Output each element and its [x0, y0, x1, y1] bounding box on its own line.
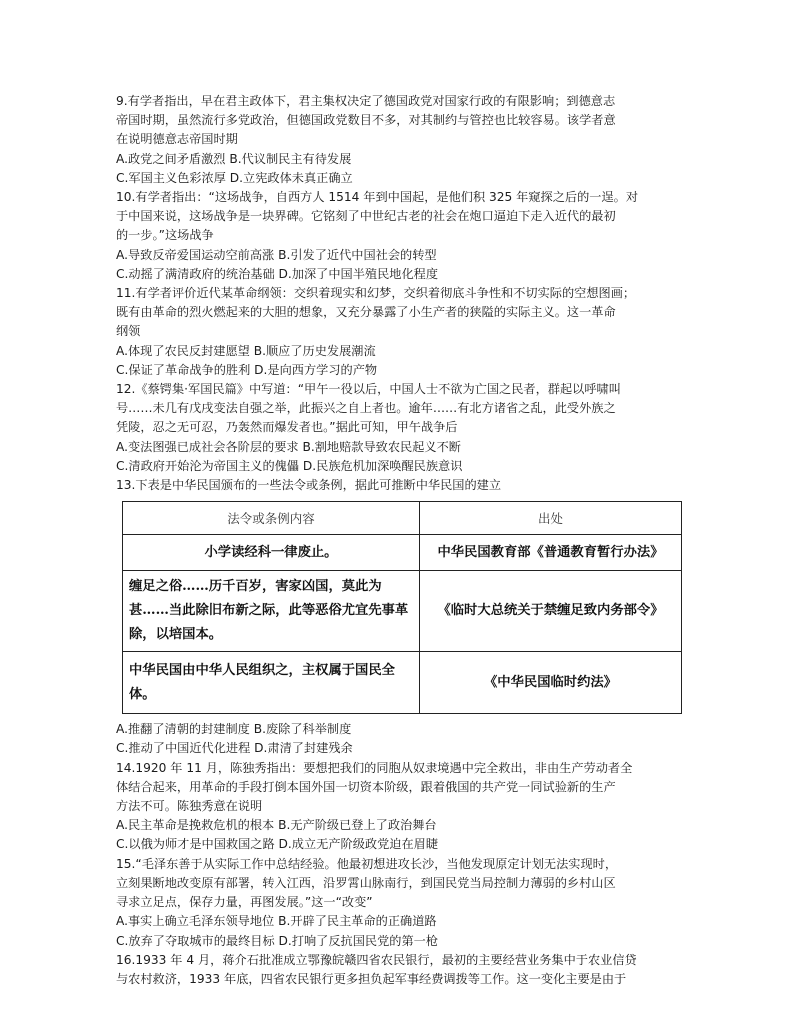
question-text: 16.1933 年 4 月，蒋介石批准成立鄂豫皖赣四省农民银行，最初的主要经营业务集中于农业信贷: [116, 952, 637, 967]
question-text: 帝国时期，虽然流行多党政治，但德国政党数目不多，对其制约与管控也比较容易。该学者意: [116, 113, 616, 128]
question-11: [116, 284, 686, 380]
table-header-content: 法令或条例内容: [123, 502, 420, 535]
option-line: A.推翻了清朝的封建制度 B.废除了科举制度: [116, 722, 352, 737]
question-text: 与农村救济，1933 年底，四省农民银行更多担负起军事经费调拨等工作。这一变化主要是由于: [116, 971, 627, 986]
table-header-source: 出处: [420, 502, 682, 535]
question-text: 寻求立足点，保存力量，再图发展。”这一“改变”: [116, 895, 373, 910]
question-text: 凭陵，忍之无可忍，乃轰然而爆发者也。”据此可知，甲午战争后: [116, 420, 458, 435]
question-13: [116, 476, 686, 759]
exam-page: [116, 92, 686, 989]
question-text: 于中国来说，这场战争是一块界碑。它铭刻了中世纪古老的社会在炮口逼迫下走入近代的最初: [116, 209, 616, 224]
question-14: [116, 759, 686, 855]
table-cell-source: 中华民国教育部《普通教育暂行办法》: [420, 535, 682, 571]
table-cell-content: 中华民国由中华人民组织之，主权属于国民全体。: [123, 652, 420, 714]
option-line: A.变法图强已成社会各阶层的要求 B.割地赔款导致农民起义不断: [116, 439, 461, 454]
decree-table: [122, 501, 682, 714]
question-text: 体结合起来，用革命的手段打倒本国外国一切资本阶级，跟着俄国的共产党一同试验新的生产: [116, 779, 616, 794]
question-9: [116, 92, 686, 188]
option-line: C.放弃了夺取城市的最终目标 D.打响了反抗国民党的第一枪: [116, 933, 439, 948]
question-text: 14.1920 年 11 月，陈独秀指出：要想把我们的同胞从奴隶境遇中完全救出，非由生产劳动者全: [116, 760, 633, 775]
question-16: [116, 951, 686, 989]
option-line: C.军国主义色彩浓厚 D.立宪政体未真正确立: [116, 170, 353, 185]
table-cell-source: 《中华民国临时约法》: [420, 652, 682, 714]
option-line: A.政党之间矛盾激烈 B.代议制民主有待发展: [116, 151, 352, 166]
question-text: 11.有学者评价近代某革命纲领：交织着现实和幻梦，交织着彻底斗争性和不切实际的空想图画；: [116, 286, 636, 301]
table-row: [123, 571, 682, 652]
option-line: C.清政府开始沦为帝国主义的傀儡 D.民族危机加深唤醒民族意识: [116, 458, 463, 473]
question-text: 方法不可。陈独秀意在说明: [116, 799, 263, 814]
option-line: C.动摇了满清政府的统治基础 D.加深了中国半殖民地化程度: [116, 266, 439, 281]
table-cell-content: 小学读经科一律废止。: [123, 535, 420, 571]
question-text: 12.《蔡锷集·军国民篇》中写道：“甲午一役以后，中国人士不欲为亡国之民者，群起以呼啸叫: [116, 382, 621, 397]
question-text: 10.有学者指出：“这场战争，自西方人 1514 年到中国起，是他们积 325 年窥探之后的一逞。对: [116, 190, 639, 205]
table-header-row: [123, 502, 682, 535]
question-text: 在说明德意志帝国时期: [116, 132, 238, 147]
question-text: 号……未几有戊戌变法自强之举，此振兴之自上者也。逾年……有北方诸省之乱，此受外族之: [116, 401, 616, 416]
option-line: A.事实上确立毛泽东领导地位 B.开辟了民主革命的正确道路: [116, 914, 437, 929]
option-line: A.民主革命是挽救危机的根本 B.无产阶级已登上了政治舞台: [116, 818, 437, 833]
question-text: 13.下表是中华民国颁布的一些法令或条例，据此可推断中华民国的建立: [116, 478, 502, 493]
question-text: 的一步。”这场战争: [116, 228, 214, 243]
question-text: 9.有学者指出，早在君主政体下，君主集权决定了德国政党对国家行政的有限影响；到德意志: [116, 94, 616, 108]
question-text: 立刻果断地改变原有部署，转入江西，沿罗霄山脉南行，到国民党当局控制力薄弱的乡村山区: [116, 875, 616, 890]
table-row: [123, 535, 682, 571]
question-text: 纲领: [116, 324, 141, 339]
option-line: C.以俄为师才是中国救国之路 D.成立无产阶级政党迫在眉睫: [116, 837, 439, 852]
question-15: [116, 855, 686, 951]
question-10: [116, 188, 686, 284]
question-12: [116, 380, 686, 476]
table-row: [123, 652, 682, 714]
option-line: C.保证了革命战争的胜利 D.是向西方学习的产物: [116, 362, 378, 377]
question-text: 既有由革命的烈火燃起来的大胆的想象，又充分暴露了小生产者的狭隘的实际主义。这一革命: [116, 305, 616, 320]
table-cell-source: 《临时大总统关于禁缠足致内务部令》: [420, 571, 682, 652]
question-text: 15.“毛泽东善于从实际工作中总结经验。他最初想进攻长沙，当他发现原定计划无法实现时，: [116, 856, 618, 871]
table-cell-content: 缠足之俗……历千百岁，害家凶国，莫此为甚……当此除旧布新之际，此等恶俗尤宜先事革除，以培国本。: [123, 571, 420, 652]
option-line: A.体现了农民反封建愿望 B.顺应了历史发展潮流: [116, 343, 376, 358]
option-line: C.推动了中国近代化进程 D.肃清了封建残余: [116, 741, 353, 756]
option-line: A.导致反帝爱国运动空前高涨 B.引发了近代中国社会的转型: [116, 247, 437, 262]
